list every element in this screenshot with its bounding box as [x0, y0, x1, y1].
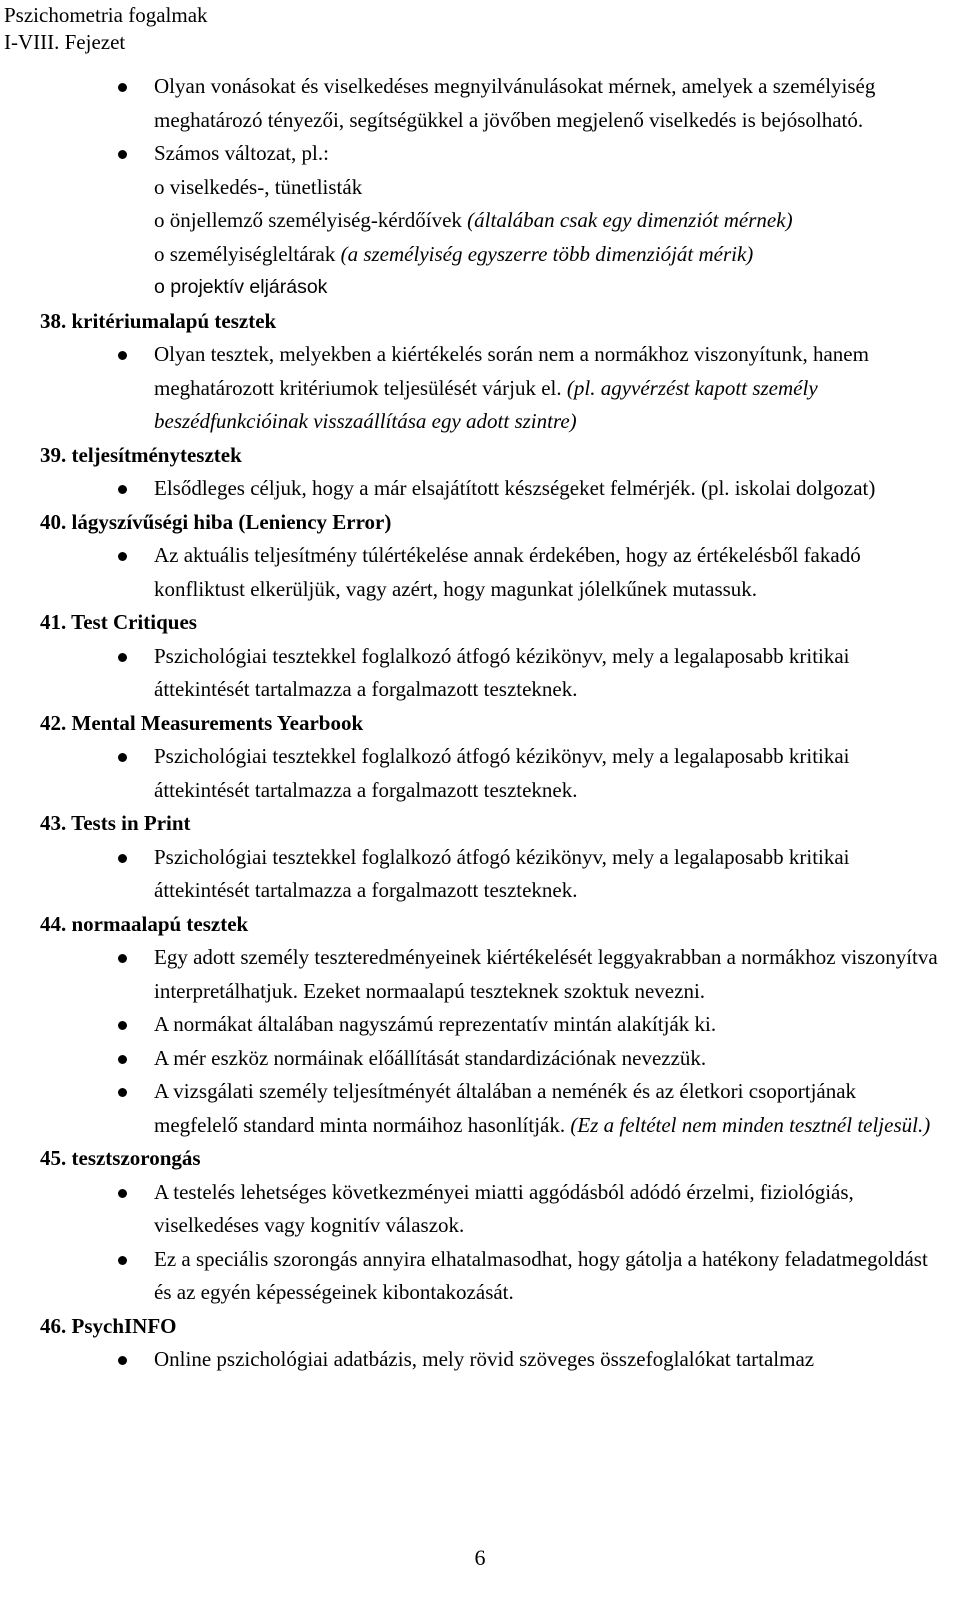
- list-item: Az aktuális teljesítmény túlértékelése annak érdekében, hogy az értékelésből fakadó konfliktust elkerüljük, vagy azért, hogy magunkat jólelkűnek mutassuk.: [40, 539, 940, 606]
- page-number: 6: [474, 1545, 486, 1570]
- list-item: [40, 338, 940, 439]
- sub-item-italic: (a személyiség egyszerre több dimenzióját mérik): [340, 241, 754, 266]
- sub-list-item: [154, 271, 940, 305]
- section-heading-39: [40, 439, 940, 473]
- list-item-text: Számos változat, pl.:: [154, 141, 329, 165]
- list-item: Ez a speciális szorongás annyira elhatalmasodhat, hogy gátolja a hatékony feladatmegoldást és az egyén képességeinek kibontakozását.: [40, 1243, 940, 1310]
- section-46-list: [40, 1343, 940, 1377]
- sub-marker: o: [154, 241, 165, 266]
- list-item: Egy adott személy teszteredményeinek kiértékelését leggyakrabban a normákhoz viszonyítva interpretálhatjuk. Ezeket normaalapú teszteknek szoktuk nevezni.: [40, 941, 940, 1008]
- section-number: 41.: [40, 610, 67, 634]
- sub-list-item: [154, 238, 940, 272]
- list-item-text: A vizsgálati személy teljesítményét általában a neménék és az életkori csoportjának megfelelő standard minta normáihoz hasonlítják.: [154, 1079, 857, 1137]
- list-item: Pszichológiai tesztekkel foglalkozó átfogó kézikönyv, mely a legalaposabb kritikai áttekintését tartalmazza a forgalmazott teszteknek.: [40, 841, 940, 908]
- sub-marker: o: [154, 208, 165, 232]
- section-heading-38: [40, 305, 940, 339]
- list-item: Elsődleges céljuk, hogy a már elsajátított készségeket felmérjék. (pl. iskolai dolgozat): [40, 472, 940, 506]
- section-number: 38.: [40, 308, 67, 333]
- section-heading-45: [40, 1142, 940, 1176]
- list-item-italic: (pl. agyvérzést kapott személy beszédfunkcióinak visszaállítása egy adott szintre): [154, 375, 818, 433]
- section-40-list: [40, 539, 940, 606]
- section-title: lágyszívűségi hiba (Leniency Error): [71, 509, 392, 534]
- list-item: [40, 137, 940, 305]
- section-44-list: [40, 941, 940, 1142]
- section-title: PsychINFO: [71, 1313, 177, 1338]
- section-heading-40: [40, 506, 940, 540]
- document-body: [40, 70, 940, 1377]
- sub-item-text: viselkedés-, tünetlisták: [169, 174, 363, 199]
- section-42-list: [40, 740, 940, 807]
- list-item: Online pszichológiai adatbázis, mely rövid szöveges összefoglalókat tartalmaz: [40, 1343, 940, 1377]
- sub-list-item: [154, 204, 940, 238]
- header-subtitle: I-VIII. Fejezet: [4, 30, 126, 54]
- sub-list: [154, 171, 940, 305]
- section-43-list: [40, 841, 940, 908]
- section-number: 39.: [40, 442, 67, 467]
- sub-marker: o: [154, 174, 165, 199]
- sub-list-item: [154, 171, 940, 205]
- list-item: A mér eszköz normáinak előállítását standardizációnak nevezzük.: [40, 1042, 940, 1076]
- section-title: kritériumalapú tesztek: [71, 308, 277, 333]
- section-heading-46: [40, 1310, 940, 1344]
- sub-item-text: projektív eljárások: [170, 276, 328, 298]
- list-item: Pszichológiai tesztekkel foglalkozó átfogó kézikönyv, mely a legalaposabb kritikai áttekintését tartalmazza a forgalmazott teszteknek.: [40, 740, 940, 807]
- section-number: 42.: [40, 710, 67, 735]
- section-title: tesztszorongás: [71, 1146, 201, 1170]
- list-item: Pszichológiai tesztekkel foglalkozó átfogó kézikönyv, mely a legalaposabb kritikai áttekintését tartalmazza a forgalmazott teszteknek.: [40, 640, 940, 707]
- section-title: Mental Measurements Yearbook: [71, 710, 364, 735]
- section-number: 45.: [40, 1146, 67, 1170]
- section-number: 43.: [40, 811, 67, 835]
- section-title: Tests in Print: [71, 811, 191, 835]
- document-header: [4, 2, 208, 56]
- list-item-italic: (Ez a feltétel nem minden tesztnél teljesül.): [570, 1112, 931, 1137]
- section-45-list: [40, 1176, 940, 1310]
- section-heading-44: [40, 908, 940, 942]
- section-number: 40.: [40, 509, 67, 534]
- section-heading-43: [40, 807, 940, 841]
- sub-item-italic: (általában csak egy dimenziót mérnek): [467, 208, 793, 232]
- sub-item-text: önjellemző személyiség-kérdőívek: [169, 208, 468, 232]
- section-39-list: [40, 472, 940, 506]
- sub-item-text: személyiségleltárak: [169, 241, 341, 266]
- section-title: teljesítménytesztek: [71, 442, 242, 467]
- list-item: [40, 1075, 940, 1142]
- sub-marker: o: [154, 276, 165, 298]
- section-number: 44.: [40, 911, 67, 936]
- list-item-text: Olyan tesztek, melyekben a kiértékelés során nem a normákhoz viszonyítunk, hanem meghatározott kritériumok teljesülését várjuk el.: [154, 342, 869, 400]
- section-number: 46.: [40, 1313, 67, 1338]
- section-heading-41: [40, 606, 940, 640]
- section-heading-42: [40, 707, 940, 741]
- section-title: Test Critiques: [71, 610, 197, 634]
- list-item: A normákat általában nagyszámú reprezentatív mintán alakítják ki.: [40, 1008, 940, 1042]
- section-41-list: [40, 640, 940, 707]
- list-item: A testelés lehetséges következményei miatti aggódásból adódó érzelmi, fiziológiás, viselkedéses vagy kognitív válaszok.: [40, 1176, 940, 1243]
- header-title: Pszichometria fogalmak: [4, 3, 208, 27]
- section-38-list: [40, 338, 940, 439]
- list-item: Olyan vonásokat és viselkedéses megnyilvánulásokat mérnek, amelyek a személyiség meghatározó tényezői, segítségükkel a jövőben megjelenő viselkedés is bejósolható.: [40, 70, 940, 137]
- section-title: normaalapú tesztek: [71, 911, 249, 936]
- intro-list: [40, 70, 940, 305]
